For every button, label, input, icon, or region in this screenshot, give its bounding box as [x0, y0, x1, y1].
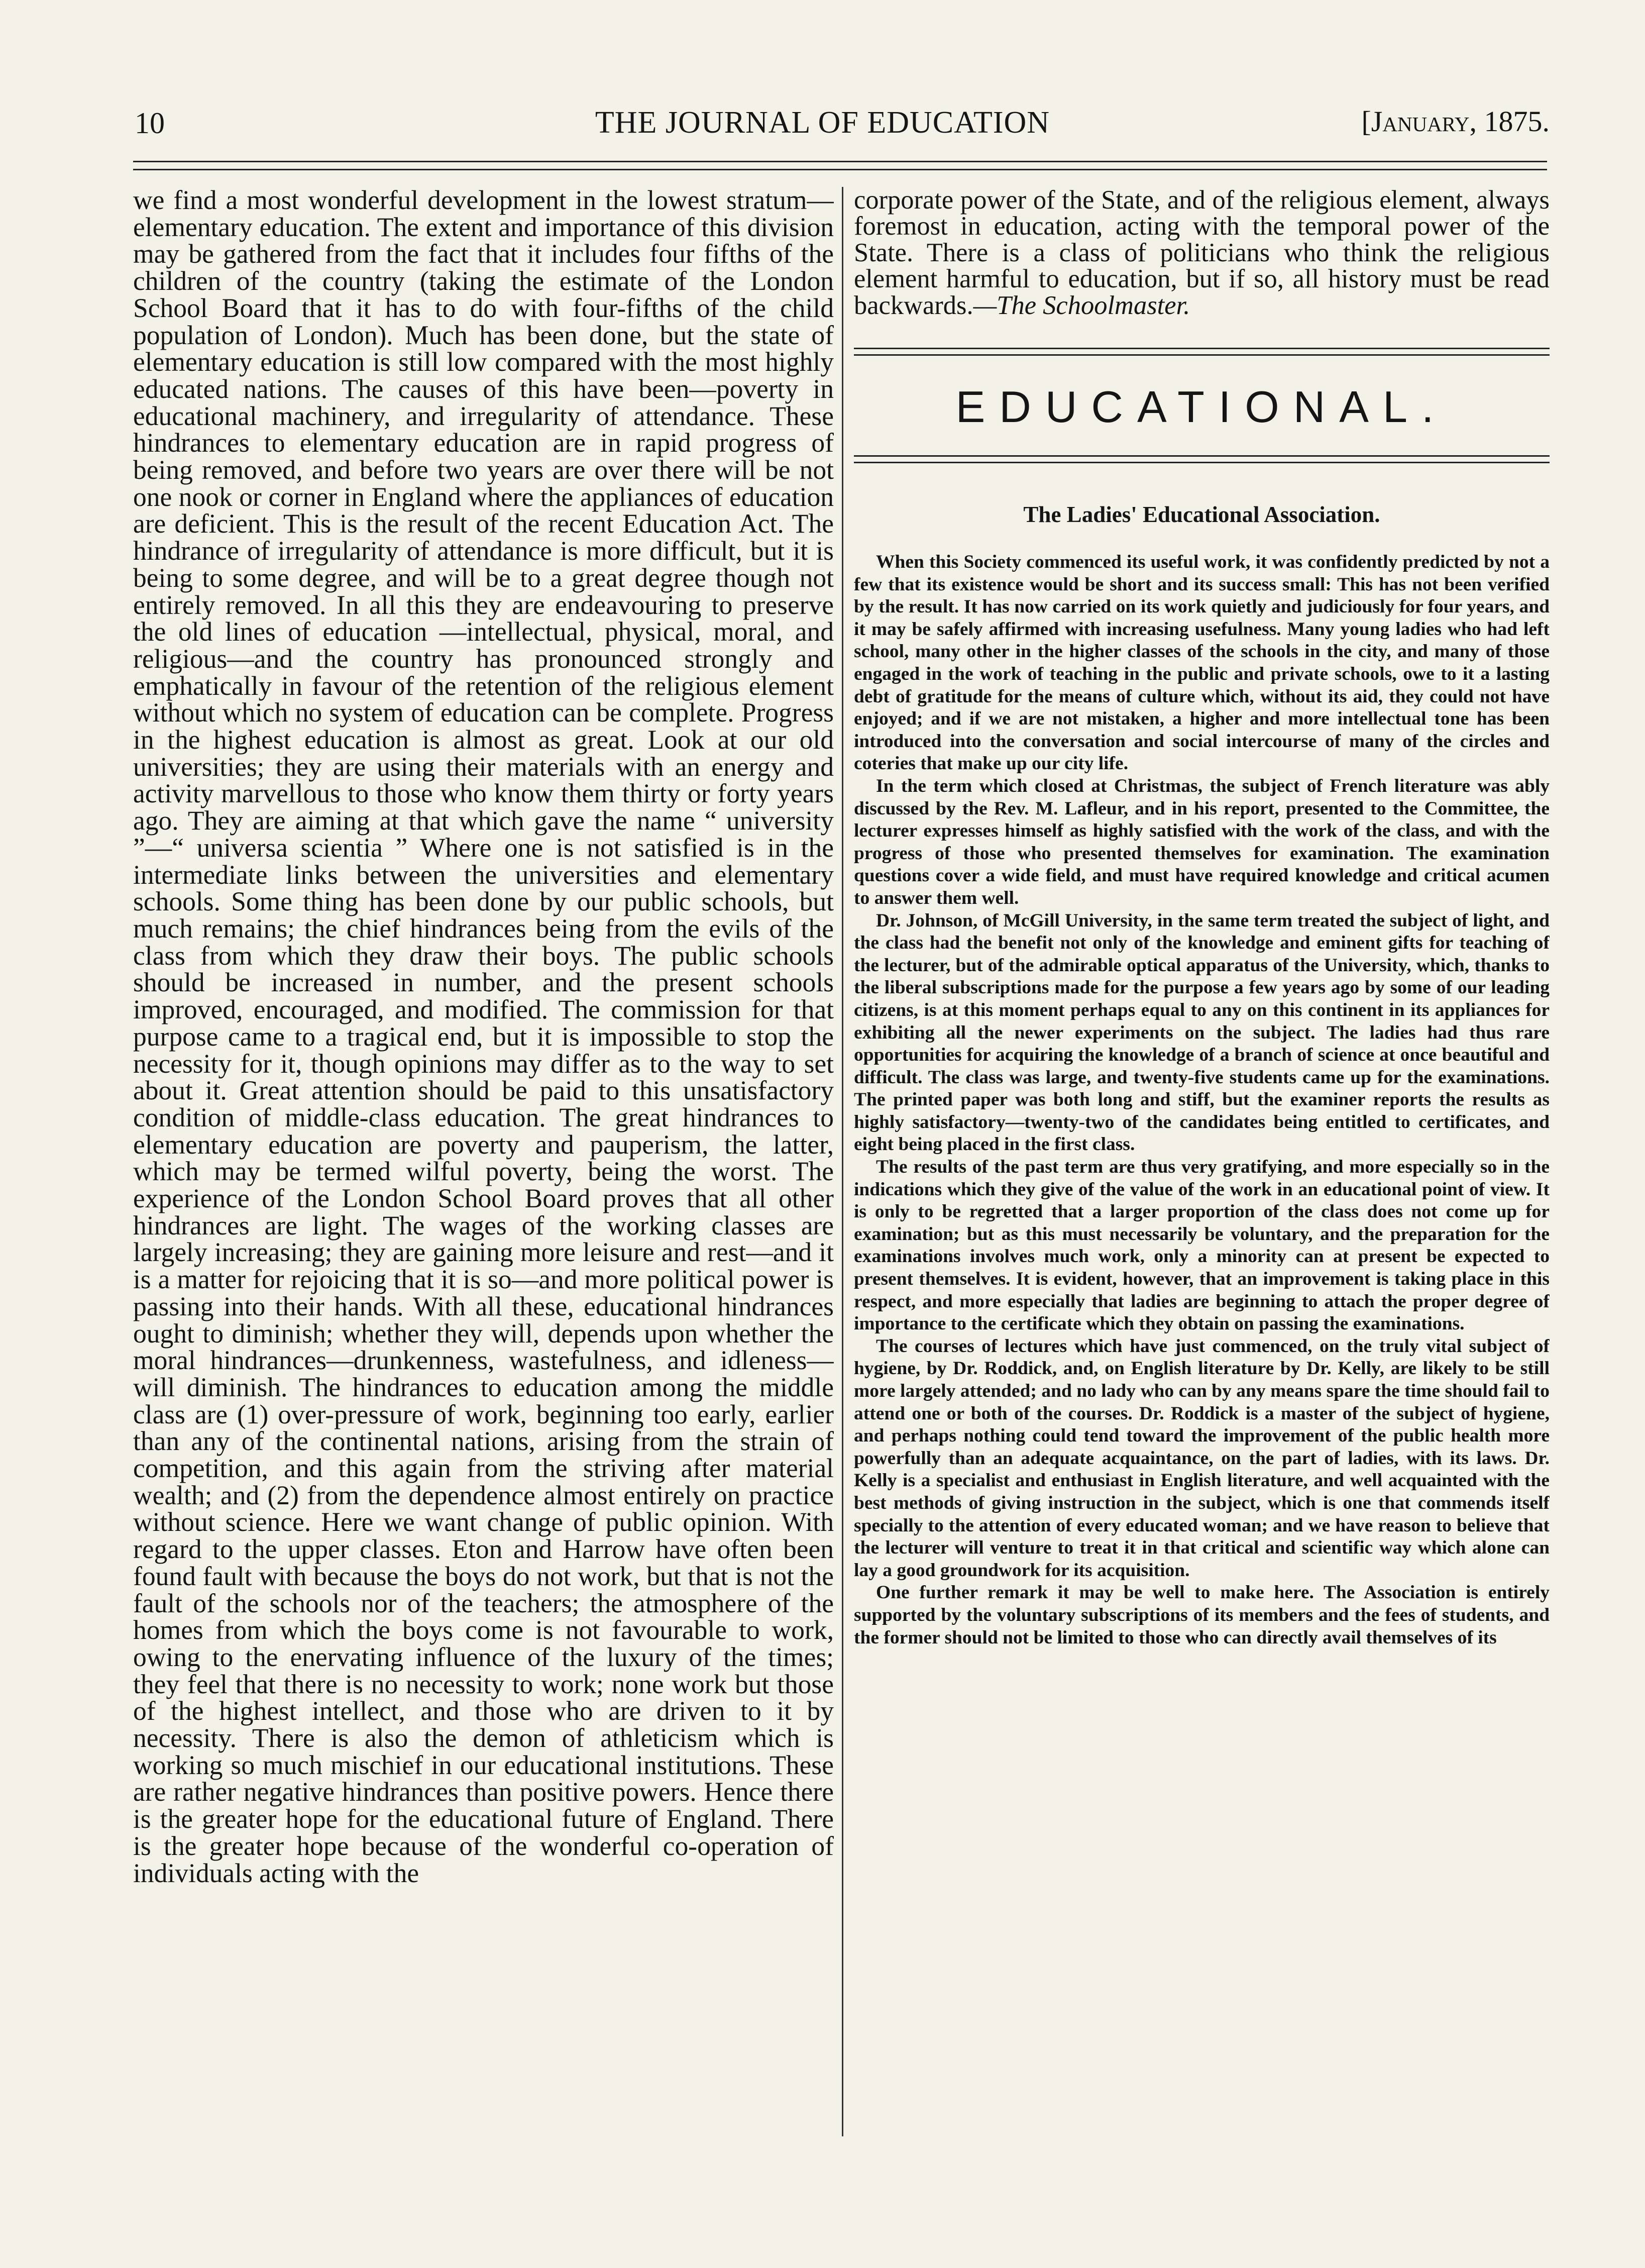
header-rule-bottom	[133, 169, 1547, 170]
article-body	[854, 551, 1550, 1649]
section-rule-bottom-1	[854, 455, 1550, 457]
column-divider	[842, 187, 843, 2136]
article-paragraph: The results of the past term are thus very gratifying, and more especially so in the indications which they give of the value of the work in an educational point of view. It is only to be regretted that a larger proportion of the class does not come up for examination; but as this must necessarily be voluntary, and the preparation for the examinations involves much work, only a minority can at present be expected to present themselves. It is evident, however, that an improvement is taking place in this respect, and more especially that ladies are beginning to attach the proper degree of importance to the certificate which they obtain on passing the examinations.	[854, 1157, 1550, 1334]
continuation-text	[854, 187, 1550, 319]
section-rule-bottom-2	[854, 462, 1550, 463]
section-rule-top-1	[854, 348, 1550, 349]
article-paragraph: One further remark it may be well to make here. The Association is entirely supported by the voluntary subscriptions of its members and the fees of students, and the former should not be limited to those who can directly avail themselves of its	[854, 1582, 1550, 1648]
article-title: The Ladies' Educational Association.	[1023, 502, 1380, 528]
page-header	[0, 0, 1645, 166]
continuation-body: corporate power of the State, and of the religious element, always foremost in education, acting with the temporal power of the State. There is a class of politicians who think the religious element harmful to education, but if so, all history must be read backwards.	[854, 187, 1550, 320]
page-number: 10	[135, 107, 165, 140]
right-column	[854, 187, 1550, 2146]
left-column-text: we find a most wonderful development in the lowest stratum—elementary education. The extent and importance of this division may be gathered from the fact that it includes four fifths of the children of the country (taking the estimate of the London School Board that it has to do with four-fifths of the child population of London). Much has been done, but the state of elementary education is still low compared with the most highly educated nations. The causes of this have been—poverty in educational machinery, and irregularity of attendance. These hindrances to elementary education are in rapid progress of being removed, and before two years are over there will be not one nook or corner in England where the appliances of education are deficient. This is the result of the recent Education Act. The hindrance of irregularity of attendance is more difficult, but it is being to some degree, and will be to a great degree though not entirely removed. In all this they are endeavouring to preserve the old lines of education —intellectual, physical, moral, and religious—and the country has pronounced strongly and emphatically in favour of the retention of the religious element without which no system of education can be complete. Progress in the highest education is almost as great. Look at our old universities; they are using their materials with an energy and activity marvellous to those who know them thirty or forty years ago. They are aiming at that which gave the name “ university ”—“ universa scientia ” Where one is not satisfied is in the intermediate links between the universities and elementary schools. Some thing has been done by our public schools, but much remains; the chief hindrances being from the evils of the class from which they draw their boys. The public schools should be increased in number, and the present schools improved, encouraged, and modified. The commission for that purpose came to a tragical end, but it is impossible to stop the necessity for it, though opinions may differ as to the way to set about it. Great attention should be paid to this unsatisfactory condition of middle-class education. The great hindrances to elementary education are poverty and pauperism, the latter, which may be termed wilful poverty, being the worst. The experience of the London School Board proves that all other hindrances are light. The wages of the working classes are largely increasing; they are gaining more leisure and rest—and it is a matter for rejoicing that it is so—and more political power is passing into their hands. With all these, educational hindrances ought to diminish; whether they will, depends upon whether the moral hindrances—drunkenness, wastefulness, and idleness—will diminish. The hindrances to education among the middle class are (1) over-pressure of work, beginning too early, earlier than any of the continental nations, arising from the strain of competition, and this again from the striving after material wealth; and (2) from the dependence almost entirely on practice without science. Here we want change of public opinion. With regard to the upper classes. Eton and Harrow have often been found fault with because the boys do not work, but that is not the fault of the schools nor of the teachers; the atmosphere of the homes from which the boys come is not favourable to work, owing to the enervating influence of the luxury of the times; they feel that there is no necessity to work; none work but those of the highest intellect, and those who are driven to it by necessity. There is also the demon of athleticism which is working so much mischief in our educational institutions. These are rather negative hindrances than positive powers. Hence there is the greater hope for the educational future of England. There is the greater hope because of the wonderful co-operation of individuals acting with the	[133, 187, 834, 1888]
section-rule-top-2	[854, 354, 1550, 356]
article-paragraph: The courses of lectures which have just commenced, on the truly vital subject of hygiene, by Dr. Roddick, and, on English literature by Dr. Kelly, are likely to be still more largely attended; and no lady who can by any means spare the time should fail to attend one or both of the courses. Dr. Roddick is a master of the subject of hygiene, and perhaps nothing could tend toward the improvement of the public health more powerfully than an adequate acquaintance, on the part of ladies, with its laws. Dr. Kelly is a specialist and enthusiast in English literature, and well acquainted with the best methods of giving instruction in the subject, which is one that commends itself specially to the attention of every educated woman; and we have reason to believe that the lecturer will venture to treat it in that critical and scientific way which alone can lay a good groundwork for its acquisition.	[854, 1335, 1550, 1581]
issue-date: [January, 1875.	[1361, 105, 1550, 138]
article-paragraph: Dr. Johnson, of McGill University, in the same term treated the subject of light, and the class had the benefit not only of the knowledge and eminent gifts for teaching of the lecturer, but of the admirable optical apparatus of the University, which, thanks to the liberal subscriptions made for the purpose a few years ago by some of our leading citizens, is at this moment perhaps equal to any on this continent in its appliances for exhibiting all the newer experiments on the subject. The ladies had thus rare opportunities for acquiring the knowledge of a branch of science at once beautiful and difficult. The class was large, and twenty-five students came up for the examinations. The printed paper was both long and stiff, but the examiner reports the results as highly satisfactory—twenty-two of the candidates being entitled to certificates, and eight being placed in the first class.	[854, 910, 1550, 1155]
left-column	[133, 187, 834, 2146]
article-paragraph: In the term which closed at Christmas, the subject of French literature was ably discussed by the Rev. M. Lafleur, and in his report, presented to the Committee, the lecturer expresses himself as highly satisfied with the work of the class, and with the progress of those who presented themselves for examination. The examination questions cover a wide field, and must have required knowledge and critical acumen to answer them well.	[854, 775, 1550, 908]
header-rule-top	[133, 161, 1547, 162]
section-heading: EDUCATIONAL.	[955, 382, 1448, 432]
journal-title: THE JOURNAL OF EDUCATION	[595, 106, 1050, 140]
continuation-source: —The Schoolmaster.	[973, 290, 1190, 320]
article-paragraph: When this Society commenced its useful work, it was confidently predicted by not a few that its existence would be short and its success small: This has not been verified by the result. It has now carried on its work quietly and judiciously for four years, and it may be safely affirmed with increasing usefulness. Many young ladies who had left school, many other in the higher classes of the schools in the city, and many of those engaged in the work of teaching in the public and private schools, owe to it a lasting debt of gratitude for the means of culture which, without its aid, they could not have enjoyed; and if we are not mistaken, a higher and more intellectual tone has been introduced into the conversation and social intercourse of many of the circles and coteries that make up our city life.	[854, 552, 1550, 774]
